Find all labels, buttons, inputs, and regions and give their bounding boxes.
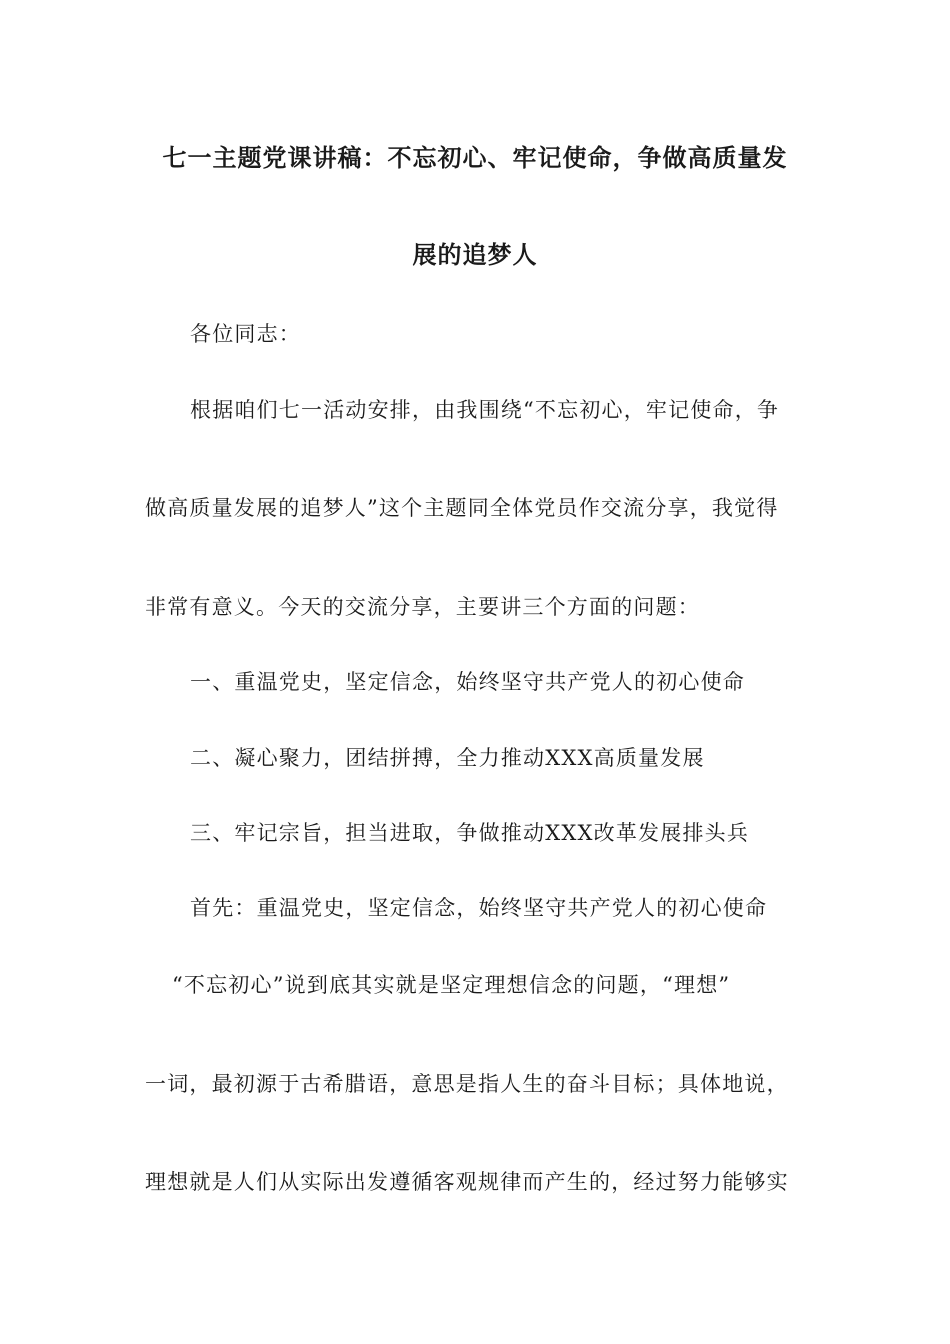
section-heading: 首先：重温党史，坚定信念，始终坚守共产党人的初心使命 bbox=[190, 896, 768, 920]
document-title-line-1: 七一主题党课讲稿：不忘初心、牢记使命，争做高质量发 bbox=[162, 143, 788, 172]
body-line: “不忘初心”说到底其实就是坚定理想信念的问题，“理想” bbox=[172, 973, 731, 997]
document-title-line-2: 展的追梦人 bbox=[412, 240, 538, 269]
outline-item-2: 二、凝心聚力，团结拼搏，全力推动XXX高质量发展 bbox=[190, 746, 705, 770]
body-line: 非常有意义。今天的交流分享，主要讲三个方面的问题： bbox=[145, 595, 700, 619]
body-line: 做高质量发展的追梦人”这个主题同全体党员作交流分享，我觉得 bbox=[145, 496, 779, 520]
body-line: 根据咱们七一活动安排，由我围绕“不忘初心，牢记使命，争 bbox=[190, 398, 780, 422]
outline-item-1: 一、重温党史，坚定信念，始终坚守共产党人的初心使命 bbox=[190, 670, 745, 694]
body-line: 一词，最初源于古希腊语，意思是指人生的奋斗目标；具体地说， bbox=[145, 1072, 789, 1096]
salutation: 各位同志： bbox=[190, 322, 301, 346]
outline-item-3: 三、牢记宗旨，担当进取，争做推动XXX改革发展排头兵 bbox=[190, 821, 750, 845]
body-line: 理想就是人们从实际出发遵循客观规律而产生的，经过努力能够实 bbox=[145, 1170, 789, 1194]
